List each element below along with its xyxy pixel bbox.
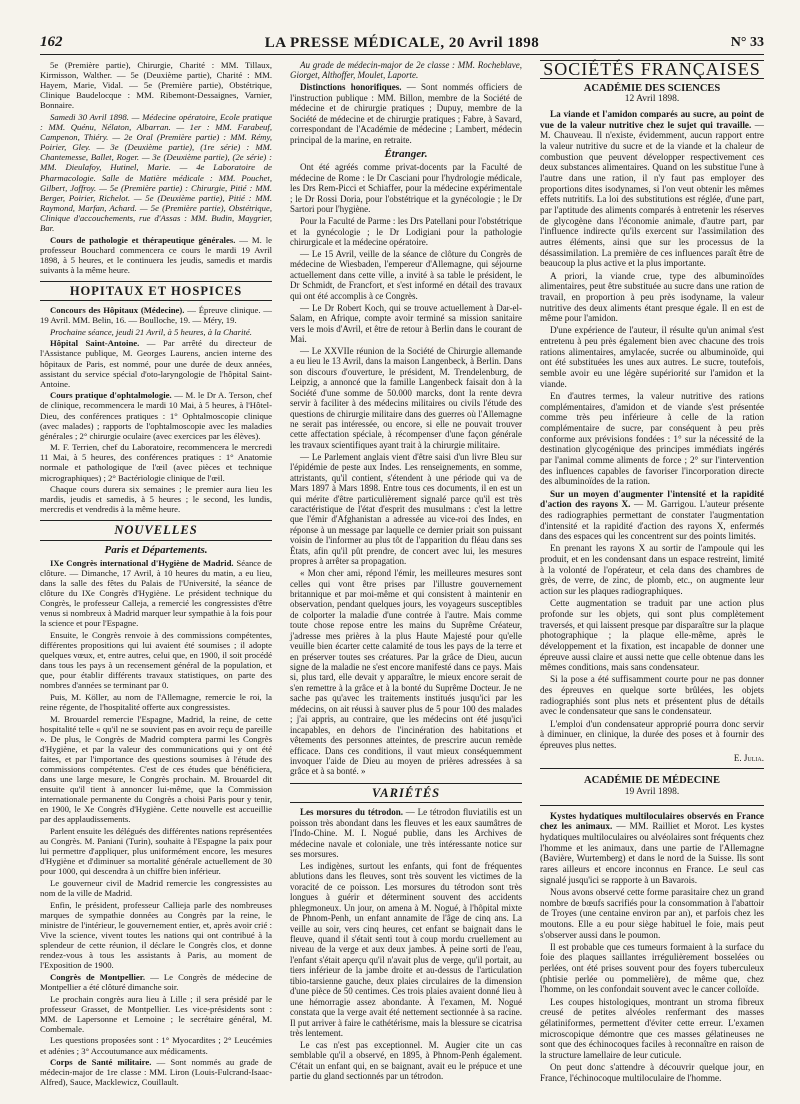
kystes-3: Il est probable que ces tumeurs formaient à la surface du foie des plaques saillantes irrégulièrement bosselées ou perlées, ont été prises souvent pour des foyers tuberculeux (phtisie perlée ou pommelière), de même que, chez l'homme, on les confondait souvent avec le cancer colloïde.	[540, 941, 764, 995]
cours-pathologie-text: — M. le professeur Bouchard commencera ce cours le mardi 19 Avril 1898, à 5 heures, et le continuera les jeudis, samedis et mardis suivants à la même heure.	[40, 234, 272, 275]
garrigou-text: — M. Garrigou. L'auteur présente des radiographies permettant de constater l'augmentation d'intensité et la rapidité d'action des rayons X, enfermés dans des espaces qui les concentrent sur des points limités.	[540, 499, 764, 542]
hopital-saint-antoine-title: Hôpital Saint-Antoine.	[50, 338, 140, 349]
cours-ophtalmologie-text: — M. le Dr A. Terson, chef de clinique, recommencera le mardi 10 Mai, à 5 heures, à l'Hôtel-Dieu, des conférences pratiques : 1° Ophtalmoscopie clinique (avec malades) ; rapports de l'ophtalmoscopie avec les maladies générales ; 2° chirurgie oculaire (avec exercices par les élèves).	[40, 390, 272, 441]
congres-montpellier-3: Les questions proposées sont : 1° Myocardites ; 2° Leucémies et adénies ; 3° Accoutumance aux médicaments.	[40, 1035, 272, 1056]
cours-ophtalmologie	[40, 390, 272, 440]
column-2	[290, 60, 522, 1083]
garrigou-2: En prenant les rayons X au sortir de l'ampoule qui les produit, et en les condensant dans un espace restreint, limité à la volonté de l'opérateur, et cela dans des chambres de grès, de verre, de zinc, de plomb, etc., on augmente leur action sur les plaques radiographiques.	[540, 543, 764, 597]
chauveau-title: La viande et l'amidon comparés au sucre, au point de vue de la valeur nutritive chez le sujet qui travaille.	[540, 109, 764, 130]
column-1	[40, 60, 272, 1089]
congres-madrid-title: IXe Congrès international d'Hygiène de Madrid.	[50, 557, 234, 568]
signature-julia: E. Julia.	[733, 752, 764, 763]
congres-madrid-6: Le gouverneur civil de Madrid remercie les congressistes au nom de la ville de Madrid.	[40, 878, 272, 899]
tetrodon-text: — Le tétrodon fluviatilis est un poisson très abondant dans les fleuves et les eaux saumâtres de l'Indo-Chine. M. I. Nogué publie, dans les Archives de médecine navale et coloniale, une très intéressante notice sur ses morsures.	[290, 807, 522, 859]
tetrodon-title: Les morsures du tétrodon.	[300, 807, 403, 818]
congres-madrid-4: M. Brouardel remercie l'Espagne, Madrid, la reine, de cette hospitalité telle « qu'il ne se souvient pas en avoir reçu de pareille ». De plus, le Congrès de Madrid comptera parmi les Congrès d'Hygiène, et par la valeur des communications qui y ont été faites, et par l'importance des questions soumises à l'étude des commissions compétentes. C'est de ces études que bénéficiera, dans une large mesure, le Congrès prochain. M. Brouardel dit ensuite qu'il tient à annoncer lui-même, que la Commission internationale permanente du Congrès a choisi Paris pour y tenir, en 1900, le Xe Congrès d'Hygiène. Cette nouvelle est accueillie par des applaudissements.	[40, 713, 272, 825]
academie-sciences-heading: ACADÉMIE DES SCIENCES	[583, 82, 721, 94]
garrigou-article	[540, 489, 764, 542]
section-societes-heading: SOCIÉTÉS FRANÇAISES	[540, 60, 764, 79]
congres-madrid-text: Séance de clôture. — Dimanche, 17 Avril, à 10 heures du matin, a eu lieu, dans la salle des fêtes du Palais de l'Université, la séance de clôture du IXe Congrès d'Hygiène. Le président technique du Congrès, le professeur Calleja, a remercié les congressistes d'être venus si nombreux à Madrid marquer leur sympathie à la fois pour la science et pour l'Espagne.	[40, 557, 272, 629]
garrigou-3: Cette augmentation se traduit par une action plus profonde sur les objets, qui sont plus complètement traversés, et qui laissent presque par disparaître sur la plaque photographique ; la plaque elle-même, après le développement et la fixation, est incapable de donner une épreuve aussi claire et aussi nette que celle obtenue dans les mêmes conditions, mais sans condensateur.	[540, 598, 764, 673]
congres-madrid	[40, 558, 272, 629]
corps-sante-text: — Sont nommés au grade de médecin-major de 1re classe : MM. Liron (Louis-Fulcrand-Isaac-Alfred), Sauce, Macklewicz, Couillault.	[40, 1057, 272, 1088]
academie-medecine-heading: ACADÉMIE DE MÉDECINE	[584, 775, 720, 787]
distinctions-title: Distinctions honorifiques.	[300, 82, 402, 93]
cours-duree: Chaque cours durera six semaines ; le premier aura lieu les mardis, jeudis et samedis, à 5 heures ; le second, les lundis, mercredis et vendredis à la même heure.	[40, 484, 272, 515]
page-header	[40, 34, 764, 56]
kystes-4: Les coupes histologiques, montrant un stroma fibreux creusé de petites alvéoles renfermant des masses gélatiniformes, permettent d'éviter cette erreur. L'examen microscopique démontre que ces masses gélatineuses ne sont que des échinocoques faciles à reconnaître en raison de la structure lamellaire de leur cuticule.	[540, 996, 764, 1060]
concours-hopitaux-title: Concours des Hôpitaux (Médecine).	[50, 305, 185, 316]
etranger-7: « Mon cher ami, répond l'émir, les meilleures mesures sont celles qui vont être prises par l'illustre gouvernement britannique et par moi-même et qui consistent à maintenir en observation, pendant quelques jours, les voyageurs susceptibles de colporter la maladie d'une contrée à l'autre. Mais comme toute chose repose entre les mains du Suprême Créateur, j'adresse mes prières à la plus Haute Majesté pour qu'elle veuille bien écarter cette calamité de tous les pays de la terre et en préserver toutes ses créatures. Par la grâce de Dieu, aucun signe de la maladie ne s'est encore manifesté dans ce pays. Mais si, plus tard, elle devait y apparaître, le mieux encore serait de s'en remettre à la grâce et à la bonté du Suprême Docteur. Je ne sache pas qu'avec les traitements institués jusqu'ici par les médecins, on ait réussi à sauver plus de 5 pour 100 des malades ; j'ai appris, au contraire, que les médecins ont été jusqu'ici incapables, en dehors de l'incinération des habitations et vêtements des personnes atteintes, de prescrire aucun remède efficace. Dans ces conditions, il vaut mieux conséquemment invoquer l'aide de Dieu au moyen de prières adressées à sa grâce et à sa bonté. »	[290, 568, 522, 777]
chauveau-4: En d'autres termes, la valeur nutritive des rations complémentaires, d'amidon et de viande s'est présentée comme très peu inférieure à celle de la ration complémentaire de sucre, par conséquent à peu près conforme aux prévisions fondées : 1° sur la nécessité de la destination glycogénique des principes immédiats ingérés par l'animal comme aliments de force ; 2° sur l'intervention des influences capables de favoriser l'incorporation directe des albuminoïdes de la ration.	[540, 390, 764, 487]
kystes-text: — MM. Railliet et Morot. Les kystes hydatiques multiloculaires ou alvéolaires sont fréquents chez l'homme et les animaux, dans une partie de l'Allemagne (Bavière, Wurtemberg) et dans le nord de la Suisse. Ils sont rares ailleurs et encore inconnus en France. Le seul cas signalé jusqu'ici se rapporte à un Bavarois.	[540, 821, 765, 885]
garrigou-4: Si la pose a été suffisamment courte pour ne pas donner des épreuves en quelque sorte brûlées, les objets radiographiés sont plus nets et présentent plus de détails avec le condensateur que sans le condensateur.	[540, 674, 764, 717]
cours-pathologie-title: Cours de pathologie et thérapeutique générales.	[50, 234, 236, 245]
tetrodon-2: Les indigènes, surtout les enfants, qui font de fréquentes ablutions dans les fleuves, sont très souvent les victimes de la voracité de ce poisson. Les morsures du tétrodon sont très longues à guérir et déterminent souvent des accidents phlegmoneux. Un jour, on amena à M. Nogué, à l'hôpital mixte de Phnom-Penh, un enfant annamite de l'âge de cinq ans. La veille au soir, vers cinq heures, cet enfant se baignait dans le fleuve, quand il s'était senti tout à coup mordu cruellement au niveau de la verge et aux deux jambes. À peine sorti de l'eau, l'enfant s'était aperçu qu'il n'avait plus de verge, qu'il portait, au tiers inférieur de la jambe droite et au-dessus de l'articulation tibio-tarsienne gauche, deux plaies circulaires de la dimension d'une pièce de 50 centimes. Ces trois plaies avaient donné lieu à une hémorragie assez abondante. À l'examen, M. Nogué constata que la verge avait été nettement sectionnée à sa racine. Il put arriver à faire le cathétérisme, mais la blessure se cicatrisa très lentement.	[290, 860, 522, 1038]
section-nouvelles-heading: NOUVELLES	[40, 520, 272, 540]
kystes-title: Kystes hydatiques multiloculaires observés en France chez les animaux.	[540, 810, 764, 832]
exam-list-2: Samedi 30 Avril 1898. — Médecine opératoire, Ecole pratique : MM. Quénu, Nélaton, Albarran. — 1er : MM. Farabeuf, Campenon, Thiéry. — 2e Oral (Première partie) : MM. Rémy, Poirier, Gley. — 3e (Deuxième partie), (1re série) : MM. Chantemesse, Ballet, Roger. — 3e (Deuxième partie), (2e série) : MM. Dieulafoy, Hutinel, Marie. — 4e Laboratoire de Pharmacologie. Salle de Matière médicale : MM. Pouchet, Gilbert, Joffroy. — 5e (Première partie) : Chirurgie, Pitié : MM. Berger, Poirier, Richelot. — 5e (Deuxième partie), Pitié : MM. Raymond, Marfan, Achard. — 5e (Première partie), Obstétrique, Clinique d'accouchements, rue d'Assas : MM. Budin, Maygrier, Bar.	[40, 111, 272, 233]
issue-number: N° 33	[730, 35, 764, 50]
chauveau-text: — M. Chauveau. Il n'existe, évidemment, aucun rapport entre la valeur nutritive du sucre et de la viande et la chaleur de combustion que peuvent développer respectivement ces deux substances alimentaires. Quand on les substitue l'une à l'autre dans une ration, il n'y faut pas employer des proportions dites isodynames, si l'on veut obtenir les mêmes effets nutritifs. La loi des substitutions est réglée, d'une part, par l'aptitude des aliments comparés à entretenir les réserves de glycogène dans l'économie animale, d'autre part, par l'influence indirecte qu'ils exercent sur l'assimilation des autres éléments, ainsi que sur les processus de la désassimilation. La première de ces influences paraît être de beaucoup la plus active et la plus importante.	[540, 119, 764, 269]
kystes-5: On peut donc s'attendre à découvrir quelque jour, en France, l'échinocoque multiloculaire de l'homme.	[540, 1062, 764, 1083]
section-varietes-heading: VARIÉTÉS	[290, 783, 522, 803]
header-rule	[40, 54, 764, 55]
chauveau-3: D'une expérience de l'auteur, il résulte qu'un animal s'est entretenu à peu près également bien avec chacune des trois rations alimentaires, amylacée, sucrée ou albuminoïde, qui ont été substituées les unes aux autres. Le sucre, toutefois, semble avoir eu une légère supériorité sur l'amidon et la viande.	[540, 325, 764, 389]
concours-hopitaux-text: — Épreuve clinique. — 19 Avril. MM. Belin, 16. — Boulloche, 19. — Méry, 19.	[40, 305, 272, 326]
academie-sciences-date: 12 Avril 1898.	[624, 94, 680, 105]
exam-list-1: 5e (Première partie), Chirurgie, Charité : MM. Tillaux, Kirmisson, Walther. — 5e (Deuxième partie), Charité : MM. Hayem, Marie, Vidal. — 5e (Première partie), Obstétrique, Clinique Baudelocque : MM. Ribemont-Dessaignes, Varnier, Bonnaire.	[40, 60, 272, 111]
tetrodon-1	[290, 807, 522, 859]
section-hopitaux-heading: HOPITAUX ET HOSPICES	[40, 281, 272, 301]
distinctions	[290, 82, 522, 145]
congres-madrid-2: Ensuite, le Congrès renvoie à des commissions compétentes, différentes propositions qui lui avaient été soumises ; il adopte quelques vœux, et, entre autres, celui que, en 1900, il soit procédé dans tous les pays à un recensement général de la population, et que, pour établir différents travaux statistiques, on parte des nombres d'années se terminant par 0.	[40, 629, 272, 691]
congres-madrid-5: Parlent ensuite les délégués des différentes nations représentées au Congrès. M. Paniani (Turin), souhaite à l'Espagne la paix pour lui permettre d'appliquer, plus uniformément encore, les mesures d'Hygiène et d'diminuer sa mortalité générale actuellement de 30 pour 1000, qui descendra à un chiffre bien inférieur.	[40, 826, 272, 877]
column-3	[540, 60, 764, 1085]
etranger-6: — Le Parlement anglais vient d'être saisi d'un livre Bleu sur l'épidémie de peste aux Indes. Les renseignements, en somme, attristants, qu'il contient, s'étendent à une période qui va de Mars 1897 à Mars 1898. Entre tous ces documents, il en est un qui mérite d'être particulièrement signalé parce qu'il est très caractéristique de l'état d'esprit des musulmans : c'est la lettre que l'émir d'Afghanistan a adressée au vice-roi des Indes, en réponse à un message par laquelle ce dernier priait son puissant voisin de l'informer au plus tôt de l'apparition du fléau dans ses États, afin qu'il pût prendre, de concert avec lui, les mesures propres à arrêter sa propagation.	[290, 451, 522, 567]
kystes-2: Nous avons observé cette forme parasitaire chez un grand nombre de bœufs sacrifiés pour la consommation à l'abattoir de Troyes (une centaine environ par an), et parfois chez les moutons. Elle a eu pour siège habituel le foie, mais peut s'observer aussi dans le poumon.	[540, 886, 764, 940]
medecin-major-2e: Au grade de médecin-major de 2e classe : MM. Rocheblave, Giorget, Althoffer, Moulet, Laporte.	[290, 60, 522, 81]
page-number: 162	[40, 34, 63, 50]
journal-title: LA PRESSE MÉDICALE, 20 Avril 1898	[264, 35, 540, 51]
congres-montpellier-title: Congrès de Montpellier.	[50, 971, 146, 982]
etranger-4: — Le Dr Robert Koch, qui se trouve actuellement à Dar-el-Salam, en Afrique, compte avoir terminé sa mission sanitaire vers le mois d'Avril, et être de retour à Berlin dans le courant de Mai.	[290, 302, 522, 344]
cours-pathologie	[40, 235, 272, 275]
hopital-saint-antoine	[40, 338, 272, 388]
corps-sante	[40, 1057, 272, 1087]
chauveau-2: A priori, la viande crue, type des albuminoïdes alimentaires, peut être substituée au sucre dans une ration de travail, en proportion à peu près isodyname, la valeur nutritive des deux aliments étant presque égale. Il en est de même pour l'amidon.	[540, 270, 764, 324]
prochaine-seance: Prochaine séance, jeudi 21 Avril, à 5 heures, à la Charité.	[50, 326, 252, 337]
corps-sante-title: Corps de Santé militaire.	[50, 1057, 152, 1068]
etranger-2: Pour la Faculté de Parme : les Drs Patellani pour l'obstétrique et la gynécologie ; le Dr Lodigiani pour la pathologie chirurgicale et la médecine opératoire.	[290, 216, 522, 247]
chauveau-article	[540, 109, 764, 269]
academie-medecine-date: 19 Avril 1898.	[624, 787, 680, 797]
kystes-article	[540, 811, 764, 886]
garrigou-title: Sur un moyen d'augmenter l'intensité et la rapidité d'action des rayons X.	[540, 488, 764, 510]
cours-ophtalmologie-title: Cours pratique d'ophtalmologie.	[50, 390, 172, 401]
congres-montpellier-2: Le prochain congrès aura lieu à Lille ; il sera présidé par le professeur Grasset, de Montpellier. Les vice-présidents sont : MM. de Lapersonne et Lemoine ; le secrétaire général, M. Combemale.	[40, 993, 272, 1034]
academie-medecine-box	[540, 768, 764, 805]
subsection-paris: Paris et Départements.	[104, 543, 208, 556]
distinctions-text: — Sont nommés officiers de l'instruction publique : MM. Billon, membre de la Société de médecine et de chirurgie pratiques ; Dupuy, membre de la Société de médecine et de chirurgie pratiques ; Fabre, à Savard, correspondant de l'Académie de médecine ; Lambert, médecin principal de la marine, en retraite.	[290, 82, 522, 145]
tetrodon-3: Le cas n'est pas exceptionnel. M. Augier cite un cas semblable qu'il a observé, en 1895, à Phnom-Penh également. C'était un enfant qui, en se baignant, avait eu le prépuce et une partie du gland sectionnés par un tétrodon.	[290, 1039, 522, 1082]
congres-madrid-3: Puis, M. Köller, au nom de l'Allemagne, remercie le roi, la reine régente, de l'hospitalité offerte aux congressistes.	[40, 691, 272, 712]
subsection-etranger: Étranger.	[384, 148, 428, 160]
hopital-saint-antoine-text: — Par arrêté du directeur de l'Assistance publique, M. Georges Laurens, ancien interne des hôpitaux de Paris, est nommé, pour une durée de deux années, assistant du service spécial d'oto-laryngologie de l'hôpital Saint-Antoine.	[40, 338, 272, 389]
garrigou-5: L'emploi d'un condensateur approprié pourra donc servir à diminuer, en clinique, la durée des poses et à fournir des épreuves plus nettes.	[540, 718, 764, 750]
congres-montpellier-text: — Le Congrès de médecine de Montpellier a été clôturé dimanche soir.	[40, 971, 272, 992]
etranger-3: — Le 15 Avril, veille de la séance de clôture du Congrès de médecine de Wiesbaden, l'empereur d'Allemagne, qui séjourne actuellement dans cette ville, a invité à sa table le président, le Dr Schmidt, de Francfort, et s'est informé en détail des travaux qui ont été accomplis à ce Congrès.	[290, 248, 522, 301]
congres-madrid-7: Enfin, le président, professeur Callieja parle des nombreuses marques de sympathie données au Congrès par la reine, le ministre de l'intérieur, le gouvernement entier, et, après avoir crié : Vive la science, vivent toutes les nations qui ont contribué à la splendeur de cette réunion, il déclare le Congrès clos, et donne rendez-vous à tous les assistants à Paris, au moment de l'Exposition de 1900.	[40, 899, 272, 971]
etranger-5: — Le XXVIIe réunion de la Société de Chirurgie allemande a eu lieu le 13 Avril, dans la maison Langenbeck, à Berlin. Dans son discours d'ouverture, le président, M. Trendelenburg, de Leipzig, a annoncé que la famille Langenbeck faisait don à la Société d'une somme de 50.000 marcks, dont la rente devra servir à faciliter à des médecins militaires ou civils l'étude des questions de chirurgie militaire dans des guerres où l'Allemagne ne serait pas intéressée, ou encore, si elle ne pouvait trouver cette affectation spéciale, à récompenser d'une façon générale les travaux scientifiques ayant trait à la chirurgie militaire.	[290, 345, 522, 450]
etranger-1: Ont été agréés comme privat-docents par la Faculté de médecine de Rome : le Dr Casciani pour l'hydrologie médicale, les Drs Rem-Picci et Schiaffer, pour la médecine expérimentale ; le Dr Rossi Doria, pour l'obstétrique et la gynécologie ; le Dr Sartori pour l'hygiène.	[290, 162, 522, 215]
concours-hopitaux	[40, 305, 272, 325]
terrien-conferences: M. F. Terrien, chef du Laboratoire, recommencera le mercredi 11 Mai, à 5 heures, des conférences pratiques : 1° Anatomie normale et pathologique de l'œil (avec pièces et technique micrographiques) ; 2° Bactériologie clinique de l'œil.	[40, 442, 272, 483]
congres-montpellier	[40, 972, 272, 992]
